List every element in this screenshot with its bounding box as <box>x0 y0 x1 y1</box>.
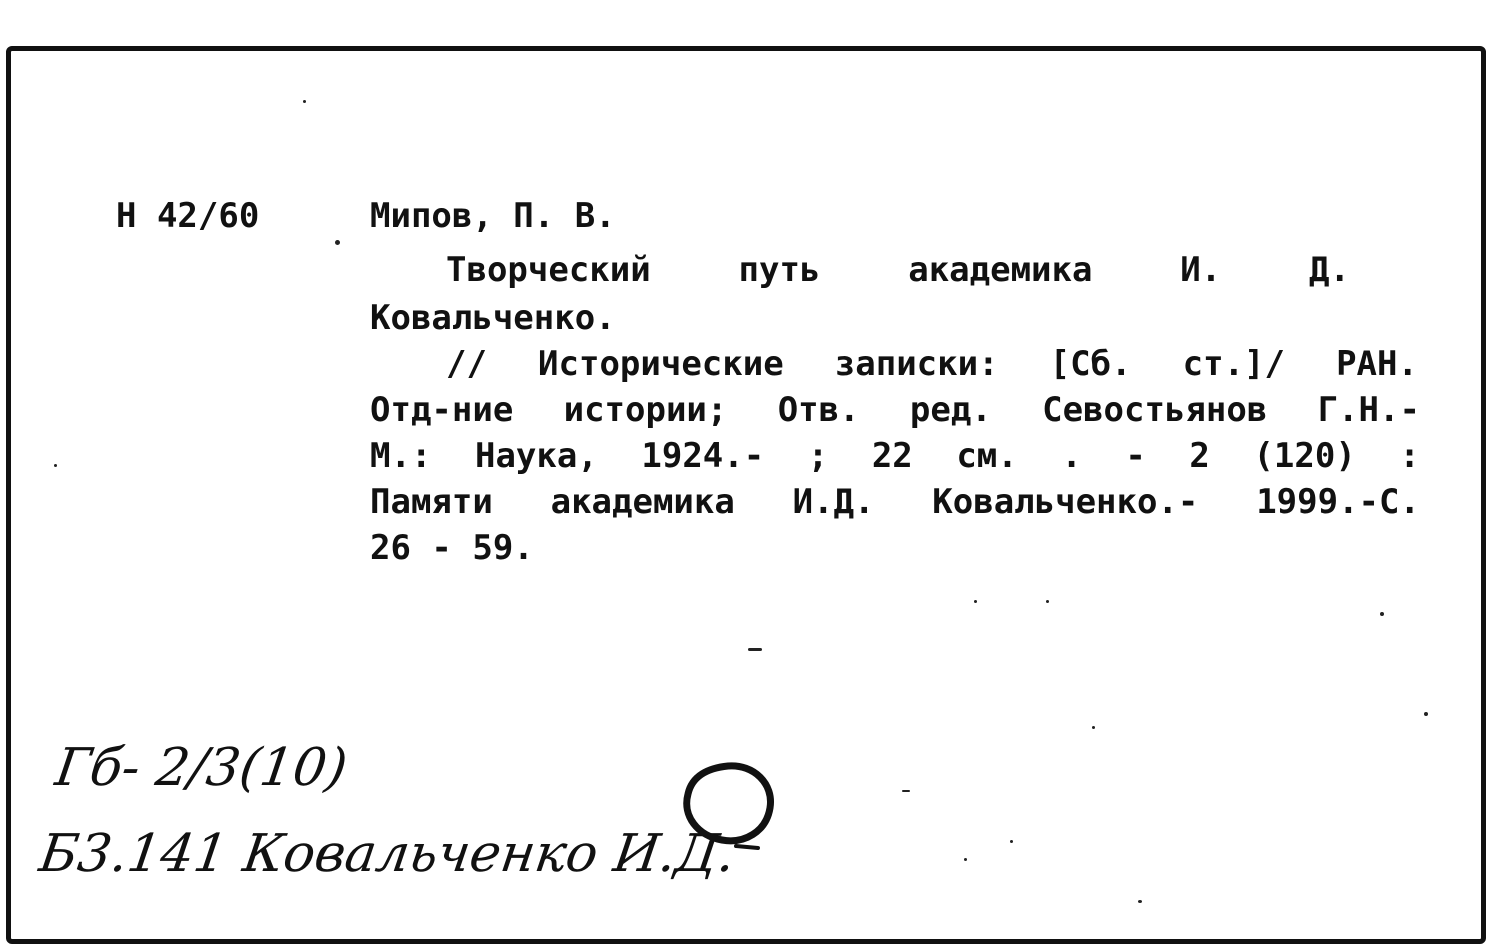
handwritten-subject: Б3.141 Ковальченко И.Д. <box>35 824 740 884</box>
source-word: Ковальченко.- <box>932 482 1199 522</box>
source-word: записки: <box>834 344 999 384</box>
handwritten-code: Гб- 2/3(10) <box>51 738 351 798</box>
source-word: ред. <box>909 390 992 430</box>
source-word: см. <box>956 436 1018 476</box>
dust-speck <box>1092 726 1095 729</box>
title-word: Д. <box>1309 250 1350 290</box>
source-word: (120) <box>1253 436 1356 476</box>
source-word: Отд-ние <box>370 390 514 430</box>
source-line-4 <box>370 478 1420 526</box>
source-word: [Сб. <box>1049 344 1132 384</box>
dust-speck <box>303 100 306 103</box>
source-word: И.Д. <box>792 482 875 522</box>
source-word: - <box>1125 436 1146 476</box>
title-word: Творческий <box>446 250 651 290</box>
source-word: Памяти <box>370 482 493 522</box>
dust-speck <box>1424 712 1428 716</box>
title-word: И. <box>1180 250 1222 290</box>
source-line-2 <box>370 386 1420 434</box>
author-heading: Мипов, П. В. <box>370 196 616 236</box>
dust-speck <box>748 648 762 651</box>
page-range: 26 - 59. <box>370 528 534 568</box>
source-word: // <box>446 344 487 384</box>
source-word: 2 <box>1189 436 1210 476</box>
source-word: ст.]/ <box>1182 344 1285 384</box>
dust-speck <box>1010 840 1013 843</box>
source-word: академика <box>550 482 735 522</box>
title-word: путь <box>738 250 821 290</box>
source-word: Отв. <box>777 390 860 430</box>
source-word: ; <box>807 436 829 476</box>
dust-speck <box>335 240 340 245</box>
dust-speck <box>1380 612 1384 616</box>
title-line-1 <box>446 246 1350 294</box>
dust-speck <box>974 600 977 603</box>
title-line-2: Ковальченко. <box>370 298 616 338</box>
source-word: Г.Н.- <box>1317 390 1420 430</box>
source-word: 1924.- <box>641 436 765 476</box>
source-word: 1999.-С. <box>1256 482 1420 522</box>
dust-speck <box>1138 900 1142 903</box>
source-word: истории; <box>563 390 728 430</box>
source-word: РАН. <box>1336 344 1418 384</box>
source-line-1 <box>446 340 1418 388</box>
dust-speck <box>902 790 910 792</box>
source-word: М.: <box>370 436 432 476</box>
circle-mark-icon <box>678 754 778 854</box>
shelf-mark: Н 42/60 <box>116 196 260 236</box>
dust-speck <box>964 858 967 861</box>
dust-speck <box>1046 600 1049 603</box>
source-word: Севостьянов <box>1042 390 1268 430</box>
source-line-3 <box>370 432 1420 480</box>
dust-speck <box>54 464 57 467</box>
source-word: Исторические <box>538 344 784 384</box>
title-word: академика <box>908 250 1093 290</box>
source-word: : <box>1399 436 1420 476</box>
source-word: . <box>1061 436 1082 476</box>
source-word: 22 <box>871 436 913 476</box>
source-word: Наука, <box>474 436 598 476</box>
